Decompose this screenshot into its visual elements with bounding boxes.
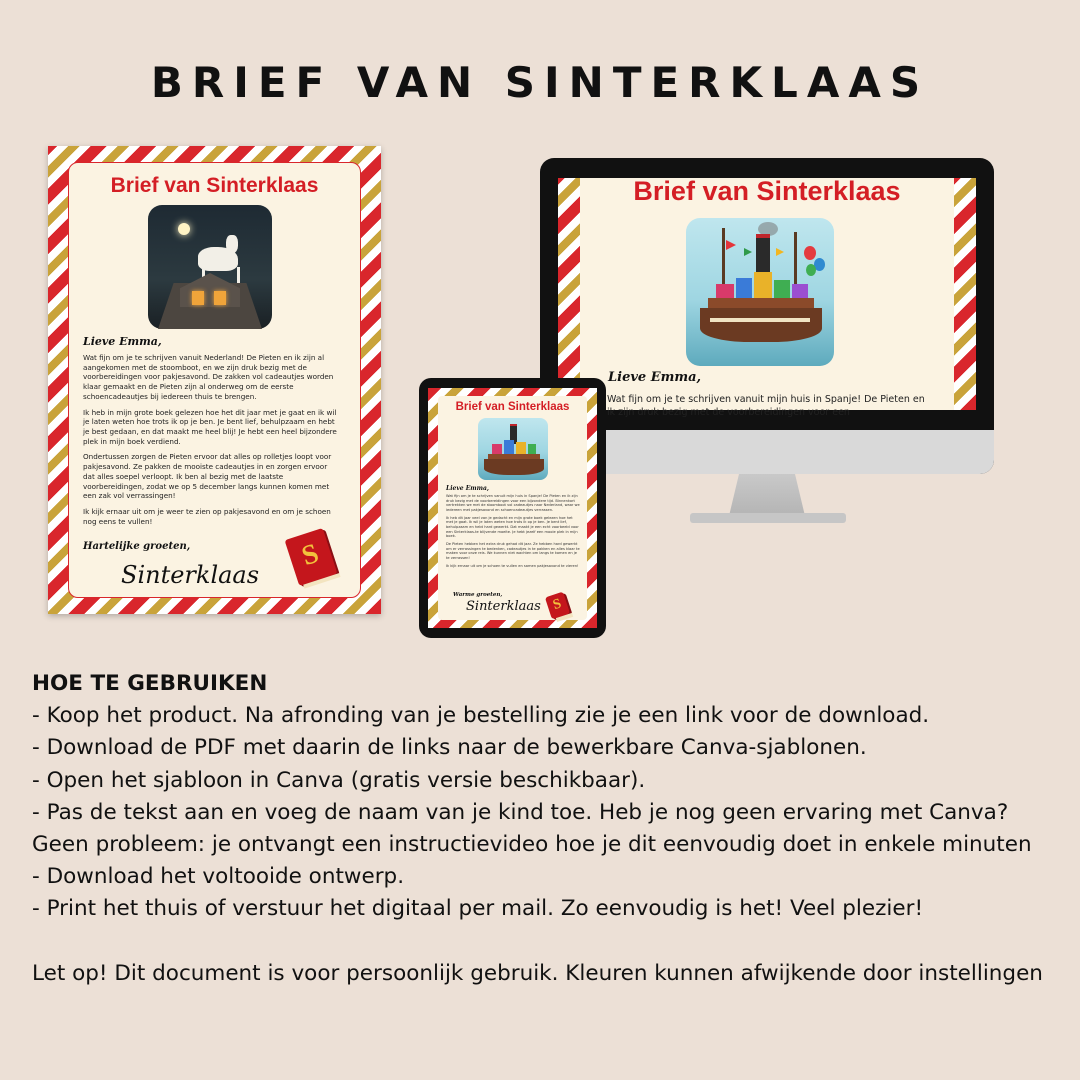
tablet-letter-greeting: Lieve Emma,: [446, 485, 489, 492]
gift-icon: [528, 444, 536, 454]
letter-greeting: Lieve Emma,: [83, 335, 162, 348]
letter-paragraph: Ondertussen zorgen de Pieten ervoor dat alles op rolletjes loopt voor pakjesavond. Ze pakken de mooiste cadeautjes in en zorgen ervoor dat alles soepel verloopt. Ik ben al bezig met de laatste voorbereidingen, zodat we op 5 december langs kunnen komen met een zak vol verrassingen!: [83, 452, 332, 501]
letter-body: [83, 353, 341, 533]
balloon-icon: [806, 264, 816, 276]
monitor-stand-base: [690, 513, 846, 523]
monitor-screen: [558, 176, 976, 419]
balloon-icon: [804, 246, 816, 260]
book-letter: S: [551, 595, 564, 613]
window-right-icon: [214, 291, 226, 305]
letter-paragraph: Wat fijn om je te schrijven vanuit Nederland! De Pieten en ik zijn al aangekomen met de stoomboot, en we zijn druk bezig met de voorbereidingen voor pakjesavond. De zakken vol cadeautjes worden klaar gemaakt en de Pieten zijn al onderweg om de eerste schoencadeautjes bij iedereen thuis te brengen.: [83, 353, 334, 401]
monitor-letter-title: Brief van Sinterklaas: [633, 176, 901, 206]
page-title: BRIEF VAN SINTERKLAAS: [150, 58, 930, 107]
gift-icon: [754, 272, 772, 300]
letter-title: Brief van Sinterklaas: [110, 174, 319, 197]
steamboat-illustration: [478, 418, 548, 480]
letter-paragraph: Ik heb in mijn grote boek gelezen hoe het dit jaar met je gaat en ik wil je laten weten hoe trots ik op je ben. Je bent lief, behulpzaam en hebt je best gedaan, en dat maakt me heel blij! Je hebt een heel bijzondere plek in mijn boek verdiend.: [83, 407, 337, 446]
tablet-letter-paragraph: De Pieten hebben het extra druk gehad dit jaar. Ze hebben hard gewerkt om er verrassingen te bedenken, cadeautjes in te pakken en alles klaar te maken voor onze reis. We kunnen niet wachten om langs te komen en je te verrassen!: [446, 542, 580, 561]
tablet-letter-closing: Warme groeten,: [453, 592, 503, 598]
usage-note: Let op! Dit document is voor persoonlijk gebruik. Kleuren kunnen afwijkende door instellingen: [32, 960, 1043, 986]
tablet-paper: [438, 396, 587, 620]
tablet-letter-paragraph: Wat fijn om je te schrijven vanuit mijn huis in Spanje! De Pieten en ik zijn druk bezig met de voorbereidingen voor een bijzondere tijd. Binnenkort vertrekken we met de stoomboot vol cadeautjes naar Nederland, waar we iedereen met pakjesavond en schoencadeautjes verrassen.: [446, 494, 580, 513]
moon-icon: [178, 223, 190, 235]
tablet-letter-body: [446, 494, 580, 571]
instruction-step: - Pas de tekst aan en voeg de naam van je kind toe. Heb je nog geen ervaring met Canva? Geen probleem: je ontvangt een instructievideo hoe je dit eenvoudig doet in enkele minuten: [32, 799, 1032, 858]
tablet-mockup: [419, 378, 606, 638]
tablet-letter-paragraph: Ik heb dit jaar veel van je gedacht en mijn grote boek gelezen hoe het met je gaat. Ik wil je laten weten hoe trots ik op je ben. Je bent lief, behulpzaam en hebt hard gewerkt. Dat maakt je een echt voorbeeld voor een Sinterklaas-te blijvende moeite. Je hebt jezelf een mooie plek in mijn boek.: [446, 515, 579, 539]
letter-signature: Sinterklaas: [121, 561, 260, 589]
monitor-chin: [540, 430, 994, 474]
instruction-step: - Print het thuis of verstuur het digitaal per mail. Zo eenvoudig is het! Veel plezier!: [32, 896, 924, 922]
red-book-icon: [285, 528, 338, 586]
tablet-letter-title: Brief van Sinterklaas: [455, 401, 570, 413]
flag-icon: [744, 248, 752, 256]
instruction-step: - Download de PDF met daarin de links naar de bewerkbare Canva-sjablonen.: [32, 735, 867, 761]
instructions-heading: HOE TE GEBRUIKEN: [32, 671, 268, 696]
instruction-step: - Open het sjabloon in Canva (gratis versie beschikbaar).: [32, 767, 646, 793]
letter-closing: Hartelijke groeten,: [83, 541, 191, 552]
instruction-step: - Koop het product. Na afronding van je bestelling zie je een link voor de download.: [32, 703, 930, 729]
mast-icon: [794, 232, 797, 292]
book-letter: S: [298, 537, 323, 573]
monitor-stand: [717, 474, 817, 516]
horse-head-icon: [226, 235, 238, 253]
flag-icon: [776, 248, 784, 256]
instructions-list: [32, 700, 1048, 925]
letter-paragraph: Ik kijk ernaar uit om je weer te zien op pakjesavond en om je schoen nog eens te vullen!: [83, 507, 331, 526]
letter-paper: [68, 162, 361, 598]
flag-icon: [726, 240, 736, 250]
steamboat-illustration: [686, 218, 834, 366]
monitor-mockup: [540, 158, 994, 474]
instruction-step: - Download het voltooide ontwerp.: [32, 864, 405, 890]
hull-icon: [484, 459, 544, 475]
tablet-letter-signature: Sinterklaas: [466, 599, 541, 614]
gift-icon: [516, 442, 526, 454]
hull-stripe-icon: [710, 318, 810, 322]
mast-icon: [722, 228, 725, 292]
window-left-icon: [192, 291, 204, 305]
hull-icon: [700, 308, 822, 342]
instructions-section: [32, 668, 1048, 990]
tablet-screen: [428, 388, 597, 628]
tablet-letter-paragraph: Ik kijk ernaar uit om je schoen te vullen en samen pakjesavond te vieren!: [446, 563, 579, 568]
letter-preview: [48, 146, 381, 614]
monitor-paper: [580, 176, 954, 419]
gift-icon: [774, 280, 790, 300]
gift-icon: [736, 278, 752, 300]
night-roof-horse-illustration: [148, 205, 272, 329]
gift-icon: [504, 440, 514, 454]
chimney-icon: [756, 234, 770, 274]
red-book-icon: [545, 592, 570, 620]
gift-icon: [492, 444, 502, 454]
monitor-letter-greeting: Lieve Emma,: [608, 370, 702, 385]
monitor-letter-body: Wat fijn om je te schrijven vanuit mijn huis in Spanje! De Pieten en ik zijn druk bezig met de voorbereidingen voor een: [607, 394, 925, 419]
